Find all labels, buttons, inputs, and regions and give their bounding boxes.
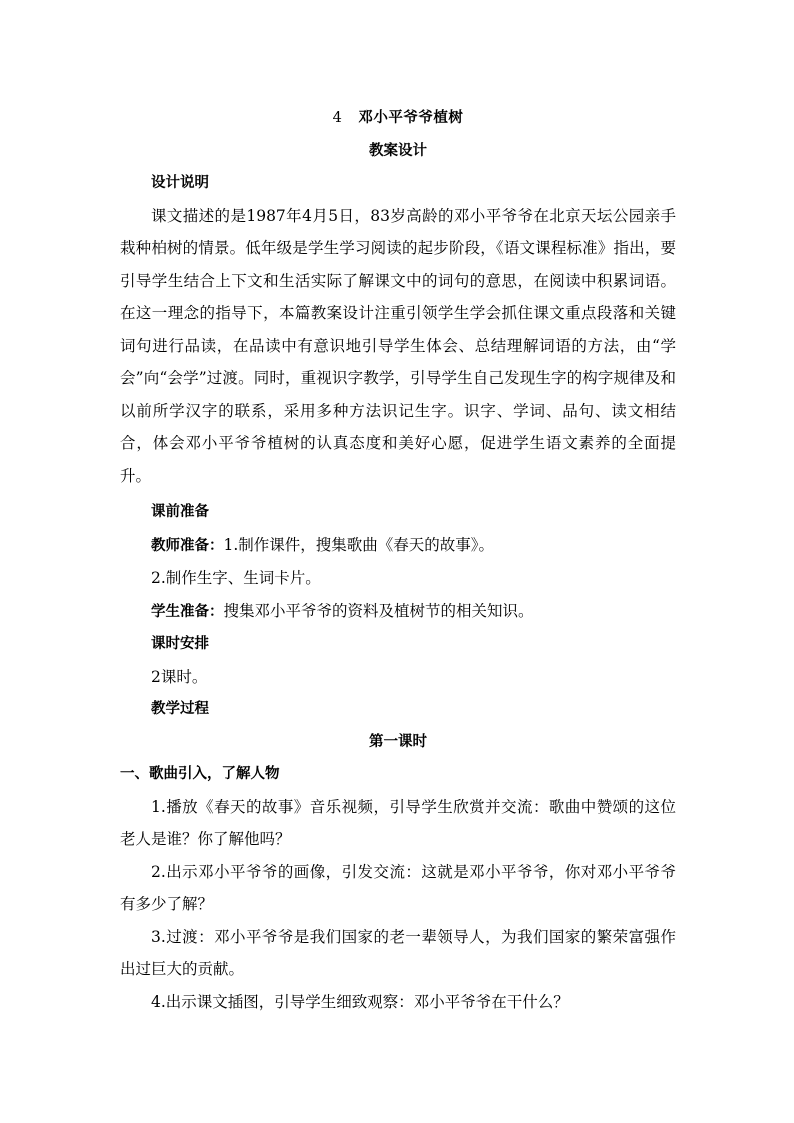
design-body: 课文描述的是1987年4月5日，83岁高龄的邓小平爷爷在北京天坛公园亲手栽种柏树的情景。低年级是学生学习阅读的起步阶段，《语文课程标准》指出，要引导学生结合上下文和生活实际了解课文中的词句的意思，在阅读中积累词语。在这一理念的指导下，本篇教案设计注重引领学生学会抓住课文重点段落和关键词句进行品读，在品读中有意识地引导学生体会、总结理解词语的方法，由“学会”向“会学”过渡。同时，重视识字教学，引导学生自己发现生字的构字规律及和以前所学汉字的联系，采用多种方法识记生字。识字、学词、品句、读文相结合，体会邓小平爷爷植树的认真态度和美好心愿，促进学生语文素养的全面提升。 <box>120 206 676 485</box>
lesson-title <box>120 102 676 135</box>
document-page <box>120 96 676 1018</box>
student-prep-text: 搜集邓小平爷爷的资料及植树节的相关知识。 <box>223 601 534 620</box>
lesson-subtitle: 教案设计 <box>369 142 427 159</box>
process-item-4: 4.出示课文插图，引导学生细致观察：邓小平爷爷在干什么？ <box>151 992 569 1011</box>
section1-heading: 一、歌曲引入，了解人物 <box>120 766 280 782</box>
teacher-prep <box>120 529 676 563</box>
process-item-3: 3.过渡：邓小平爷爷是我们国家的老一辈领导人，为我们国家的繁荣富强作出过巨大的贡献。 <box>120 927 676 978</box>
student-prep-label: 学生准备： <box>151 603 224 620</box>
lesson1-heading: 第一课时 <box>369 733 427 750</box>
design-heading: 设计说明 <box>151 175 209 191</box>
teacher-prep-item1: 1.制作课件，搜集歌曲《春天的故事》。 <box>223 535 495 554</box>
teacher-prep-label: 教师准备： <box>151 537 224 554</box>
lesson-number: 4 <box>332 110 343 126</box>
process-item-2: 2.出示邓小平爷爷的画像，引发交流：这就是邓小平爷爷，你对邓小平爷爷有多少了解？ <box>120 862 676 913</box>
schedule-heading: 课时安排 <box>151 636 209 652</box>
schedule-text: 2课时。 <box>151 667 208 686</box>
teacher-prep-item2: 2.制作生字、生词卡片。 <box>151 569 321 587</box>
prep-heading: 课前准备 <box>151 504 209 520</box>
process-item-1: 1.播放《春天的故事》音乐视频，引导学生欣赏并交流：歌曲中赞颂的这位老人是谁？你了解他吗？ <box>120 797 676 848</box>
lesson-title-text: 邓小平爷爷植树 <box>358 110 464 126</box>
process-heading: 教学过程 <box>151 701 209 717</box>
student-prep <box>120 595 676 629</box>
